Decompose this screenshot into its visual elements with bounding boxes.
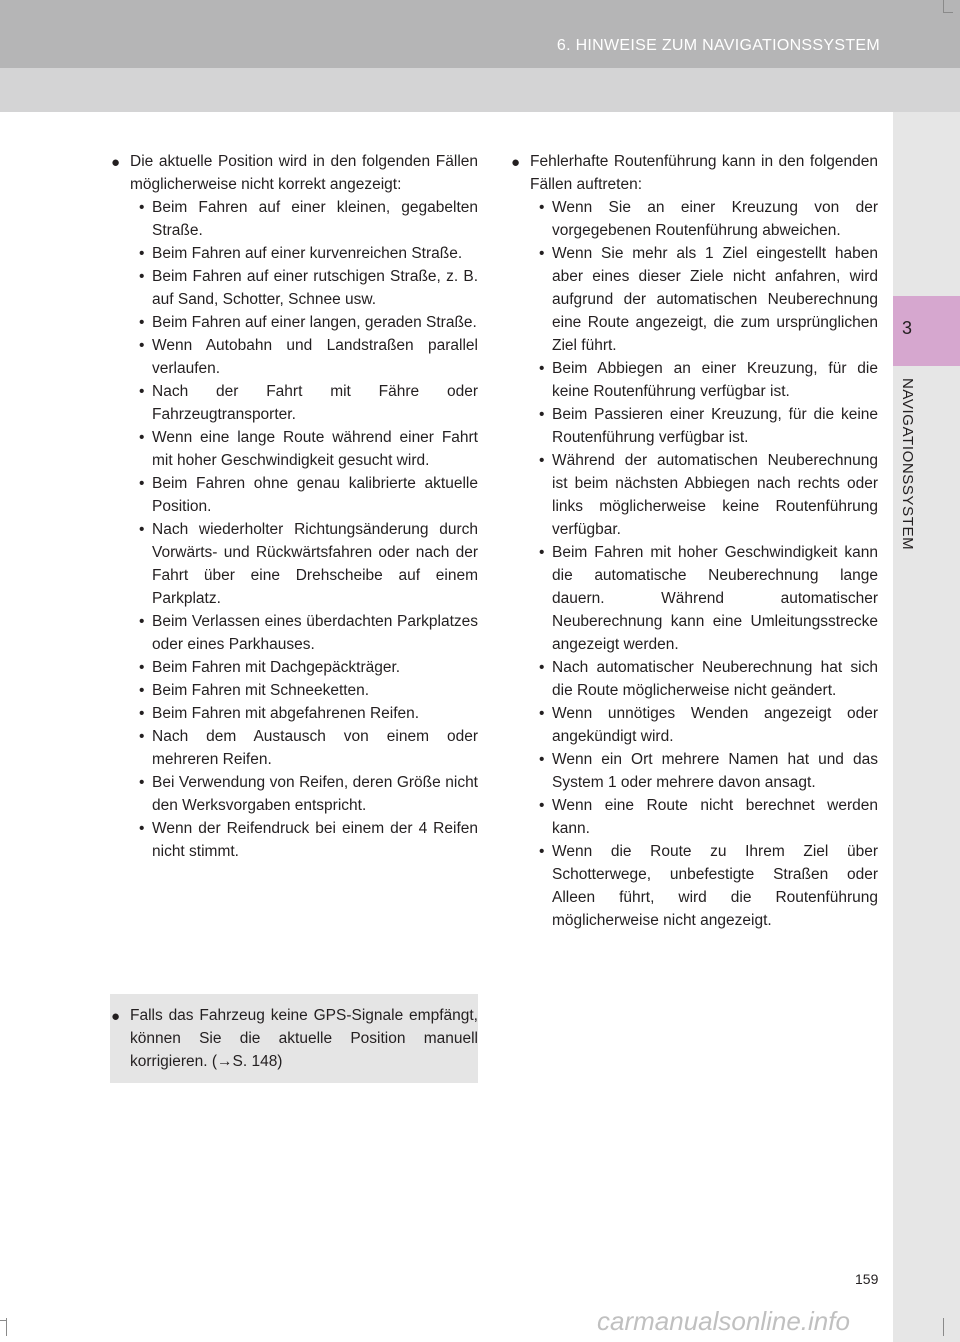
watermark: carmanualsonline.info [597, 1306, 850, 1336]
list-item [510, 403, 878, 449]
list-item-text: Nach dem Austausch von einem oder mehreren Reifen. [152, 728, 478, 768]
list-item-text: Wenn eine lange Route während einer Fahrt mit hoher Geschwindigkeit gesucht wird. [152, 429, 478, 469]
list-bullet-icon: • [139, 475, 145, 492]
list-item [510, 656, 878, 702]
list-item [510, 357, 878, 403]
list-bullet-icon: • [139, 429, 145, 446]
list-item-text: Wenn die Route zu Ihrem Ziel über Schotterwege, unbefestigte Straßen oder Alleen führt, wird die Routenführung möglicherweise nicht angezeigt. [552, 843, 878, 929]
list-bullet-icon: • [539, 544, 545, 561]
bullet-route-guidance-errors [510, 150, 878, 196]
bullet-dot-icon: ● [111, 1008, 121, 1025]
list-bullet-icon: • [139, 613, 145, 630]
bullet-text: Fehlerhafte Routenführung kann in den folgenden Fällen auftreten: [530, 153, 878, 193]
list-item-text: Nach automatischer Neuberechnung hat sich die Route möglicherweise nicht geändert. [552, 659, 878, 699]
crop-mark [6, 1318, 7, 1336]
bullet-text: Die aktuelle Position wird in den folgenden Fällen möglicherweise nicht korrekt angezeigt: [130, 153, 478, 193]
list-item [510, 748, 878, 794]
list-bullet-icon: • [539, 797, 545, 814]
list-bullet-icon: • [139, 337, 145, 354]
list-item [510, 794, 878, 840]
list-item [510, 242, 878, 357]
list-bullet-icon: • [539, 659, 545, 676]
list-item [110, 817, 478, 863]
list-item [510, 541, 878, 656]
list-bullet-icon: • [139, 521, 145, 538]
list-item [110, 265, 478, 311]
list-item-text: Beim Fahren auf einer rutschigen Straße, z. B. auf Sand, Schotter, Schnee usw. [152, 268, 478, 308]
right-sub-list [510, 196, 878, 932]
list-item-text: Wenn Sie an einer Kreuzung von der vorgegebenen Routenführung abweichen. [552, 199, 878, 239]
list-item [110, 518, 478, 610]
list-item [110, 472, 478, 518]
list-item [110, 771, 478, 817]
crop-mark [0, 1320, 6, 1321]
list-bullet-icon: • [139, 199, 145, 216]
list-item [110, 242, 478, 265]
list-item-text: Wenn der Reifendruck bei einem der 4 Reifen nicht stimmt. [152, 820, 478, 860]
bullet-dot-icon: ● [111, 154, 121, 171]
list-item [510, 702, 878, 748]
list-bullet-icon: • [139, 705, 145, 722]
chapter-number: 3 [901, 318, 912, 338]
list-bullet-icon: • [139, 659, 145, 676]
list-bullet-icon: • [139, 314, 145, 331]
list-item [110, 656, 478, 679]
list-bullet-icon: • [139, 245, 145, 262]
list-item-text: Bei Verwendung von Reifen, deren Größe nicht den Werksvorgaben entspricht. [152, 774, 478, 814]
list-item-text: Wenn unnötiges Wenden angezeigt oder angekündigt wird. [552, 705, 878, 745]
page-number: 159 [855, 1271, 879, 1287]
list-bullet-icon: • [139, 383, 145, 400]
list-bullet-icon: • [539, 406, 545, 423]
list-item-text: Wenn eine Route nicht berechnet werden kann. [552, 797, 878, 837]
list-item [110, 426, 478, 472]
list-item [110, 311, 478, 334]
list-item [110, 679, 478, 702]
list-bullet-icon: • [139, 774, 145, 791]
list-item-text: Wenn Autobahn und Landstraßen parallel verlaufen. [152, 337, 478, 377]
list-item [110, 610, 478, 656]
left-sub-list [110, 196, 478, 863]
list-bullet-icon: • [539, 705, 545, 722]
list-item-text: Beim Fahren mit abgefahrenen Reifen. [152, 705, 420, 722]
left-column [110, 150, 478, 863]
crop-mark [943, 0, 944, 12]
list-item [110, 702, 478, 725]
list-item-text: Beim Passieren einer Kreuzung, für die keine Routenführung verfügbar ist. [552, 406, 878, 446]
bullet-dot-icon: ● [511, 154, 521, 171]
list-item-text: Nach wiederholter Richtungsänderung durch Vorwärts- und Rückwärtsfahren oder nach der Fahrt über eine Drehscheibe auf einem Parkplatz. [152, 521, 478, 607]
right-column [510, 150, 878, 932]
section-title: 6. HINWEISE ZUM NAVIGATIONSSYSTEM [556, 37, 880, 54]
list-item-text: Beim Fahren ohne genau kalibrierte aktuelle Position. [152, 475, 478, 515]
list-item [110, 725, 478, 771]
list-bullet-icon: • [539, 751, 545, 768]
header-subband [0, 68, 960, 112]
list-item-text: Während der automatischen Neuberechnung ist beim nächsten Abbiegen nach rechts oder links möglicherweise keine Routenführung verfügbar. [552, 452, 878, 538]
list-bullet-icon: • [539, 843, 545, 860]
list-item-text: Beim Fahren auf einer langen, geraden Straße. [152, 314, 477, 331]
list-bullet-icon: • [539, 452, 545, 469]
list-item-text: Nach der Fahrt mit Fähre oder Fahrzeugtransporter. [152, 383, 478, 423]
list-item-text: Beim Fahren auf einer kurvenreichen Straße. [152, 245, 463, 262]
chapter-label: NAVIGATIONSSYSTEM [899, 378, 916, 551]
list-item [510, 449, 878, 541]
chapter-label-container [893, 378, 921, 588]
list-bullet-icon: • [139, 820, 145, 837]
list-item-text: Wenn Sie mehr als 1 Ziel eingestellt haben aber eines dieser Ziele nicht anfahren, wird aufgrund der automatischen Neuberechnung eine Route angezeigt, die zum ursprünglichen Ziel führt. [552, 245, 878, 354]
list-bullet-icon: • [139, 728, 145, 745]
list-item-text: Beim Fahren mit hoher Geschwindigkeit kann die automatische Neuberechnung lange dauern. Während automatischer Neuberechnung kann eine Umleitungsstrecke angezeigt werden. [552, 544, 878, 653]
list-item [110, 334, 478, 380]
list-item [110, 196, 478, 242]
list-bullet-icon: • [139, 268, 145, 285]
list-item-text: Beim Fahren mit Dachgepäckträger. [152, 659, 401, 676]
crop-mark [943, 12, 953, 13]
list-bullet-icon: • [539, 245, 545, 262]
list-item-text: Beim Abbiegen an einer Kreuzung, für die keine Routenführung verfügbar ist. [552, 360, 878, 400]
list-bullet-icon: • [539, 360, 545, 377]
list-item-text: Beim Fahren mit Schneeketten. [152, 682, 370, 699]
bullet-position-incorrect [110, 150, 478, 196]
list-item [110, 380, 478, 426]
list-item-text: Beim Verlassen eines überdachten Parkplatzes oder eines Parkhauses. [152, 613, 478, 653]
list-item [510, 196, 878, 242]
note-bullet [110, 1004, 478, 1073]
list-item [510, 840, 878, 932]
note-box [110, 994, 478, 1083]
list-item-text: Wenn ein Ort mehrere Namen hat und das System 1 oder mehrere davon ansagt. [552, 751, 878, 791]
note-text: Falls das Fahrzeug keine GPS-Signale empfängt, können Sie die aktuelle Position manuell korrigieren. (→S. 148) [130, 1007, 478, 1070]
list-bullet-icon: • [139, 682, 145, 699]
list-item-text: Beim Fahren auf einer kleinen, gegabelten Straße. [152, 199, 478, 239]
crop-mark [943, 1318, 944, 1336]
header-band [0, 0, 960, 68]
list-bullet-icon: • [539, 199, 545, 216]
